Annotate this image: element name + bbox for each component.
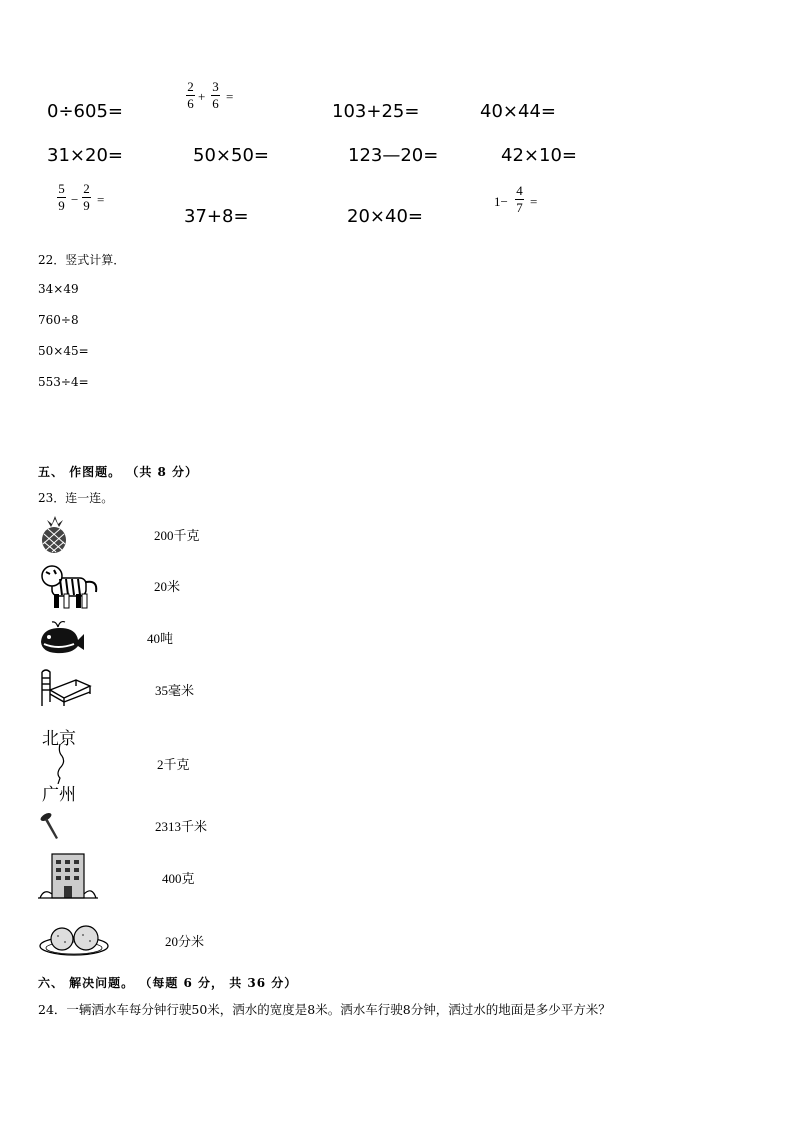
calc-item: 123—20= bbox=[348, 145, 439, 166]
numerator: 3 bbox=[212, 79, 219, 94]
map-route-icon bbox=[38, 724, 88, 805]
numerator: 2 bbox=[83, 181, 90, 196]
denominator: 7 bbox=[516, 200, 523, 215]
calc-item: 40×44= bbox=[480, 101, 556, 122]
match-label: 200千克 bbox=[154, 528, 200, 543]
fraction bbox=[186, 80, 195, 111]
calc-item: 50×50= bbox=[193, 145, 269, 166]
calc-item: 103+25= bbox=[332, 101, 420, 122]
fraction bbox=[211, 80, 220, 111]
match-label: 35毫米 bbox=[155, 683, 195, 698]
calc-item: 31×20= bbox=[47, 145, 123, 166]
calc-item: 42×10= bbox=[501, 145, 577, 166]
match-label: 400克 bbox=[162, 871, 195, 886]
operator: + bbox=[198, 89, 206, 104]
denominator: 6 bbox=[212, 96, 219, 111]
section-heading: 六、 解决问题。 （每题 6 分， 共 36 分） bbox=[38, 976, 298, 990]
fruit-plate-icon bbox=[38, 918, 114, 960]
numerator: 4 bbox=[516, 183, 523, 198]
numerator: 2 bbox=[187, 79, 194, 94]
question-title: 22．竖式计算． bbox=[38, 253, 126, 267]
calc-item: 34×49 bbox=[38, 282, 79, 296]
equals-sign: = bbox=[97, 192, 105, 207]
calc-item: 553÷4= bbox=[38, 375, 89, 389]
operator: − bbox=[71, 192, 79, 207]
denominator: 6 bbox=[187, 96, 194, 111]
fraction bbox=[57, 182, 66, 213]
fraction bbox=[82, 182, 91, 213]
map-label-beijing: 北京 bbox=[42, 729, 76, 749]
calc-item: 50×45= bbox=[38, 344, 89, 358]
calc-item: 37+8= bbox=[184, 206, 249, 227]
equals-sign: = bbox=[226, 89, 234, 104]
numerator: 5 bbox=[58, 181, 65, 196]
fraction bbox=[515, 184, 524, 215]
section-heading: 五、 作图题。 （共 8 分） bbox=[38, 465, 199, 479]
operator: 1− bbox=[494, 194, 508, 209]
bed-icon bbox=[38, 664, 92, 708]
pineapple-icon bbox=[38, 514, 72, 554]
question-title: 23．连一连。 bbox=[38, 491, 114, 505]
whale-icon bbox=[38, 618, 86, 656]
calc-item: 20×40= bbox=[347, 206, 423, 227]
denominator: 9 bbox=[83, 198, 90, 213]
calc-item: 0÷605= bbox=[47, 101, 123, 122]
calc-item: 760÷8 bbox=[38, 313, 79, 327]
match-label: 20米 bbox=[154, 579, 181, 594]
equals-sign: = bbox=[530, 194, 538, 209]
match-label: 2千克 bbox=[157, 757, 190, 772]
building-icon bbox=[38, 850, 98, 902]
question-text: 24．一辆洒水车每分钟行驶50米，洒水的宽度是8米。洒水车行驶8分钟，洒过水的地面是多少平方米？ bbox=[38, 1002, 611, 1017]
nail-icon bbox=[38, 812, 62, 840]
map-label-guangzhou: 广州 bbox=[42, 785, 76, 805]
tiger-icon bbox=[38, 562, 102, 612]
match-label: 2313千米 bbox=[155, 819, 208, 834]
denominator: 9 bbox=[58, 198, 65, 213]
match-label: 40吨 bbox=[147, 631, 174, 646]
match-label: 20分米 bbox=[165, 934, 205, 949]
